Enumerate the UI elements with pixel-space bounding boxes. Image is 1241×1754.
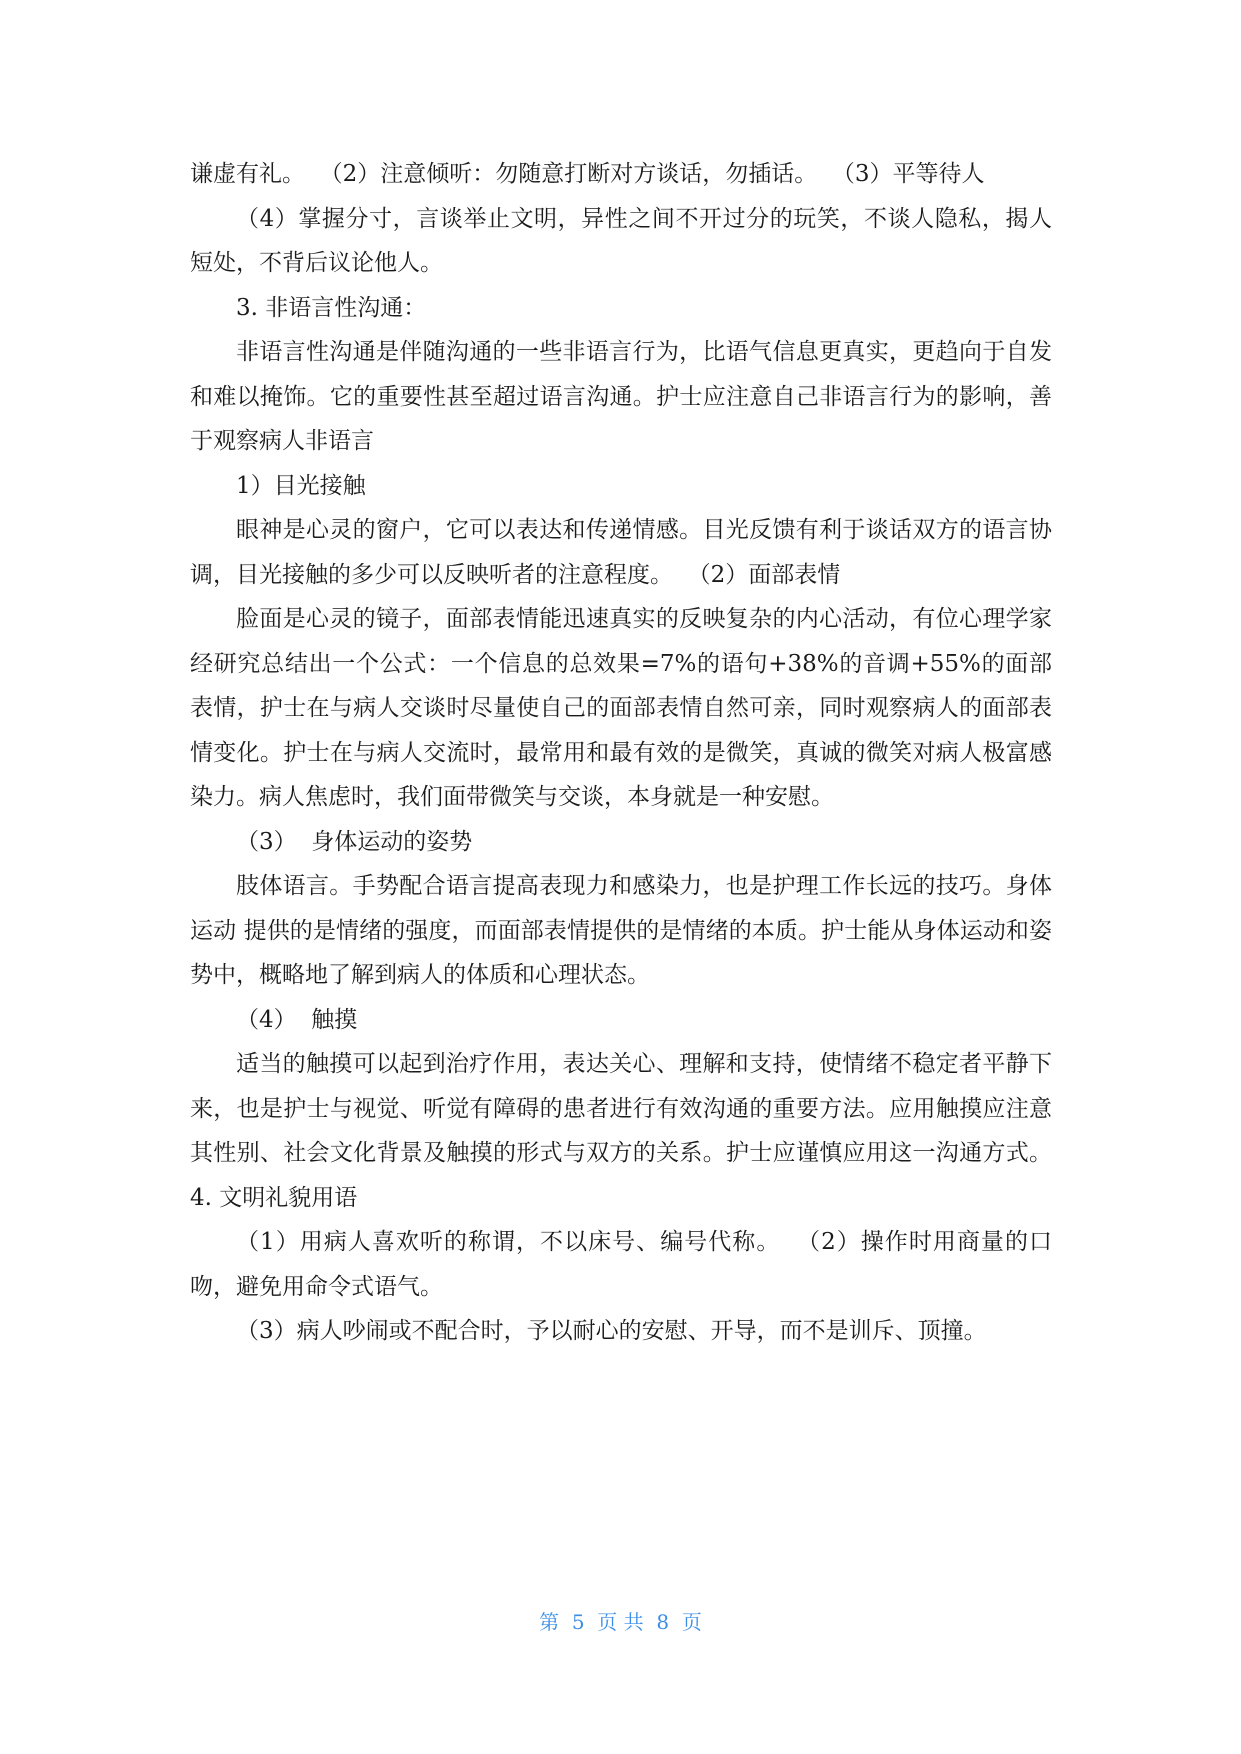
paragraph: （3）病人吵闹或不配合时，予以耐心的安慰、开导，而不是训斥、顶撞。 bbox=[236, 1318, 987, 1344]
page-number-footer: 第 5 页 共 8 页 bbox=[539, 1610, 702, 1634]
paragraph: 非语言性沟通是伴随沟通的一些非语言行为，比语气信息更真实，更趋向于自发和难以掩饰。它的重要性甚至超过语言沟通。护士应注意自己非语言行为的影响，善于观察病人非语言 bbox=[190, 339, 1052, 454]
paragraph: 眼神是心灵的窗户，它可以表达和传递情感。目光反馈有利于谈话双方的语言协调，目光接触的多少可以反映听者的注意程度。 （2）面部表情 bbox=[190, 517, 1052, 588]
paragraph: （4）掌握分寸，言谈举止文明，异性之间不开过分的玩笑，不谈人隐私，揭人短处，不背后议论他人。 bbox=[190, 205, 1052, 276]
document-body bbox=[190, 152, 1067, 1354]
subheading: （4） 触摸 bbox=[236, 1006, 358, 1033]
paragraph: （1）用病人喜欢听的称谓，不以床号、编号代称。 （2）操作时用商量的口吻，避免用命令式语气。 bbox=[190, 1229, 1052, 1300]
paragraph: 适当的触摸可以起到治疗作用，表达关心、理解和支持，使情绪不稳定者平静下来，也是护士与视觉、听觉有障碍的患者进行有效沟通的重要方法。应用触摸应注意其性别、社会文化背景及触摸的形式与双方的关系。护士应谨慎应用这一沟通方式。 4. 文明礼貌用语 bbox=[190, 1051, 1067, 1211]
section-heading: 3. 非语言性沟通： bbox=[236, 294, 427, 321]
subheading: 1）目光接触 bbox=[236, 472, 366, 499]
subheading: （3） 身体运动的姿势 bbox=[236, 828, 473, 855]
paragraph: 谦虚有礼。 （2）注意倾听：勿随意打断对方谈话，勿插话。 （3）平等待人 bbox=[190, 161, 985, 187]
paragraph: 肢体语言。手势配合语言提高表现力和感染力，也是护理工作长远的技巧。身体运动 提供的是情绪的强度，而面部表情提供的是情绪的本质。护士能从身体运动和姿势中，概略地了解到病人的体质和心理状态。 bbox=[190, 873, 1052, 988]
paragraph: 脸面是心灵的镜子，面部表情能迅速真实的反映复杂的内心活动，有位心理学家经研究总结出一个公式：一个信息的总效果=7%的语句+38%的音调+55%的面部表情，护士在与病人交谈时尽量使自己的面部表情自然可亲，同时观察病人的面部表情变化。护士在与病人交流时，最常用和最有效的是微笑，真诚的微笑对病人极富感染力。病人焦虑时，我们面带微笑与交谈，本身就是一种安慰。 bbox=[190, 606, 1052, 810]
